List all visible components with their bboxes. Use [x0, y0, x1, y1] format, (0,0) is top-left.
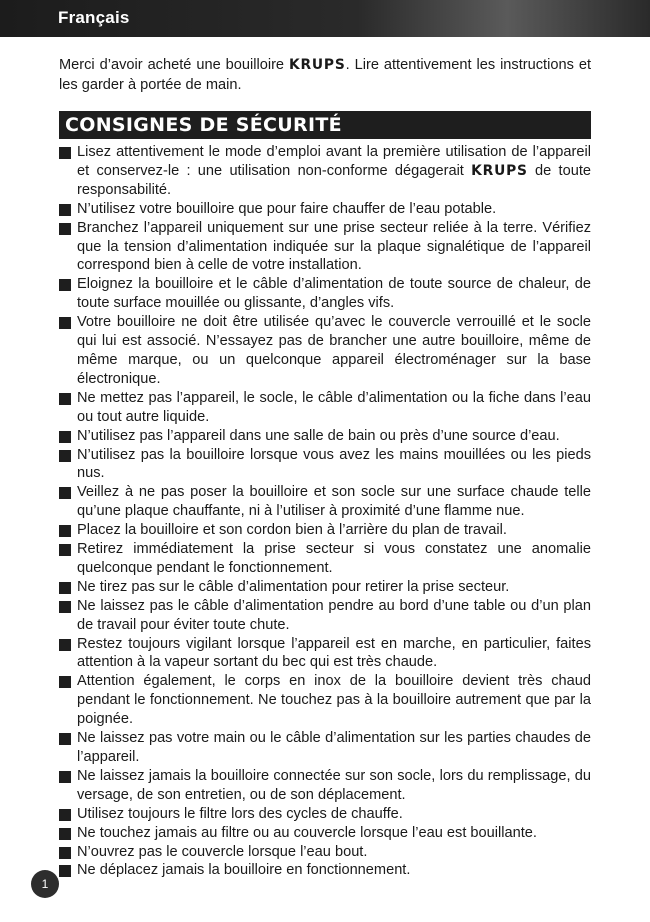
list-item	[59, 313, 591, 389]
safety-instructions-list	[59, 143, 591, 880]
list-item	[59, 143, 591, 200]
item-text: Ne laissez jamais la bouilloire connectée sur son socle, lors du remplissage, du versage, de son entretien, ou de son déplacement.	[77, 767, 591, 803]
item-text: Eloignez la bouilloire et le câble d’alimentation de toute source de chaleur, de toute surface mouillée ou glissante, d’angles vifs.	[77, 276, 591, 312]
list-item	[59, 578, 591, 597]
item-text: N’utilisez votre bouilloire que pour faire chauffer de l’eau potable.	[77, 200, 497, 217]
square-bullet-icon	[59, 525, 71, 537]
item-text: N’ouvrez pas le couvercle lorsque l’eau bout.	[77, 843, 368, 860]
list-item	[59, 635, 591, 673]
item-text: Ne laissez pas le câble d’alimentation pendre au bord d’une table ou d’un plan de travail pour éviter toute chute.	[77, 597, 591, 633]
square-bullet-icon	[59, 223, 71, 235]
list-item	[59, 483, 591, 521]
list-item	[59, 446, 591, 484]
square-bullet-icon	[59, 582, 71, 594]
item-text: Attention également, le corps en inox de la bouilloire devient très chaud pendant le fonctionnement. Ne touchez pas à la bouilloire autrement que par la poignée.	[77, 673, 591, 728]
square-bullet-icon	[59, 487, 71, 499]
square-bullet-icon	[59, 676, 71, 688]
item-text-after: de toute responsabilité.	[77, 162, 591, 198]
item-text: Ne tirez pas sur le câble d’alimentation pour retirer la prise secteur.	[77, 578, 510, 595]
page-number-badge: 1	[31, 870, 59, 898]
list-item	[59, 219, 591, 276]
list-item	[59, 767, 591, 805]
list-item	[59, 861, 591, 880]
square-bullet-icon	[59, 431, 71, 443]
square-bullet-icon	[59, 733, 71, 745]
square-bullet-icon	[59, 828, 71, 840]
item-text: Ne mettez pas l’appareil, le socle, le câble d’alimentation ou la fiche dans l’eau ou tout autre liquide.	[77, 389, 591, 425]
list-item	[59, 824, 591, 843]
item-text: N’utilisez pas la bouilloire lorsque vous avez les mains mouillées ou les pieds nus.	[77, 446, 591, 482]
square-bullet-icon	[59, 809, 71, 821]
brand-name: KRUPS	[289, 57, 346, 73]
list-item	[59, 597, 591, 635]
item-text: Ne déplacez jamais la bouilloire en fonctionnement.	[77, 862, 411, 879]
square-bullet-icon	[59, 771, 71, 783]
square-bullet-icon	[59, 393, 71, 405]
list-item	[59, 729, 591, 767]
list-item	[59, 540, 591, 578]
list-item	[59, 805, 591, 824]
intro-paragraph	[59, 56, 591, 95]
item-text: Veillez à ne pas poser la bouilloire et son socle sur une surface chaude telle qu’une plaque chauffante, ni à l’utiliser à proximité d’une flamme nue.	[77, 484, 591, 520]
list-item	[59, 843, 591, 862]
item-text: Utilisez toujours le filtre lors des cycles de chauffe.	[77, 805, 403, 822]
item-text: Ne laissez pas votre main ou le câble d’alimentation sur les parties chaudes de l’appareil.	[77, 730, 591, 765]
square-bullet-icon	[59, 865, 71, 877]
item-text-before: Lisez attentivement le mode d’emploi avant la première utilisation de l’appareil et conservez-le : une utilisation non-conforme dégagerait	[77, 144, 591, 179]
item-text: Branchez l’appareil uniquement sur une prise secteur reliée à la terre. Vérifiez que la tension d’alimentation indiquée sur la plaque signalétique de l’appareil correspond bien à celle de votre installation.	[77, 219, 591, 274]
list-item	[59, 275, 591, 313]
item-text: Ne touchez jamais au filtre ou au couvercle lorsque l’eau est bouillante.	[77, 824, 537, 841]
item-text: N’utilisez pas l’appareil dans une salle de bain ou près d’une source d’eau.	[77, 427, 560, 444]
section-heading: CONSIGNES DE SÉCURITÉ	[59, 111, 591, 139]
list-item	[59, 389, 591, 427]
item-text: Placez la bouilloire et son cordon bien à l’arrière du plan de travail.	[77, 522, 507, 539]
item-text: Votre bouilloire ne doit être utilisée qu’avec le couvercle verrouillé et le socle qui lui est associé. N’essayez pas de brancher une autre bouilloire, même de même marque, ou un quelconque appareil électroménager sur la base électronique.	[77, 314, 591, 387]
square-bullet-icon	[59, 450, 71, 462]
square-bullet-icon	[59, 204, 71, 216]
intro-text-after: . Lire attentivement les instructions et les garder à portée de main.	[59, 57, 591, 93]
list-item	[59, 521, 591, 540]
square-bullet-icon	[59, 544, 71, 556]
list-item	[59, 672, 591, 729]
square-bullet-icon	[59, 601, 71, 613]
square-bullet-icon	[59, 279, 71, 291]
list-item	[59, 427, 591, 446]
item-text: Retirez immédiatement la prise secteur si vous constatez une anomalie quelconque pendant le fonctionnement.	[77, 541, 591, 576]
language-label: Français	[58, 8, 130, 27]
square-bullet-icon	[59, 847, 71, 859]
brand-name: KRUPS	[471, 162, 528, 179]
list-item	[59, 200, 591, 219]
item-text: Restez toujours vigilant lorsque l’appareil est en marche, en particulier, faites attention à la vapeur sortant du bec qui est très chaude.	[77, 635, 591, 671]
square-bullet-icon	[59, 639, 71, 651]
square-bullet-icon	[59, 147, 71, 159]
square-bullet-icon	[59, 317, 71, 329]
intro-text-before: Merci d’avoir acheté une bouilloire	[59, 57, 290, 73]
language-header-bar	[0, 0, 650, 37]
